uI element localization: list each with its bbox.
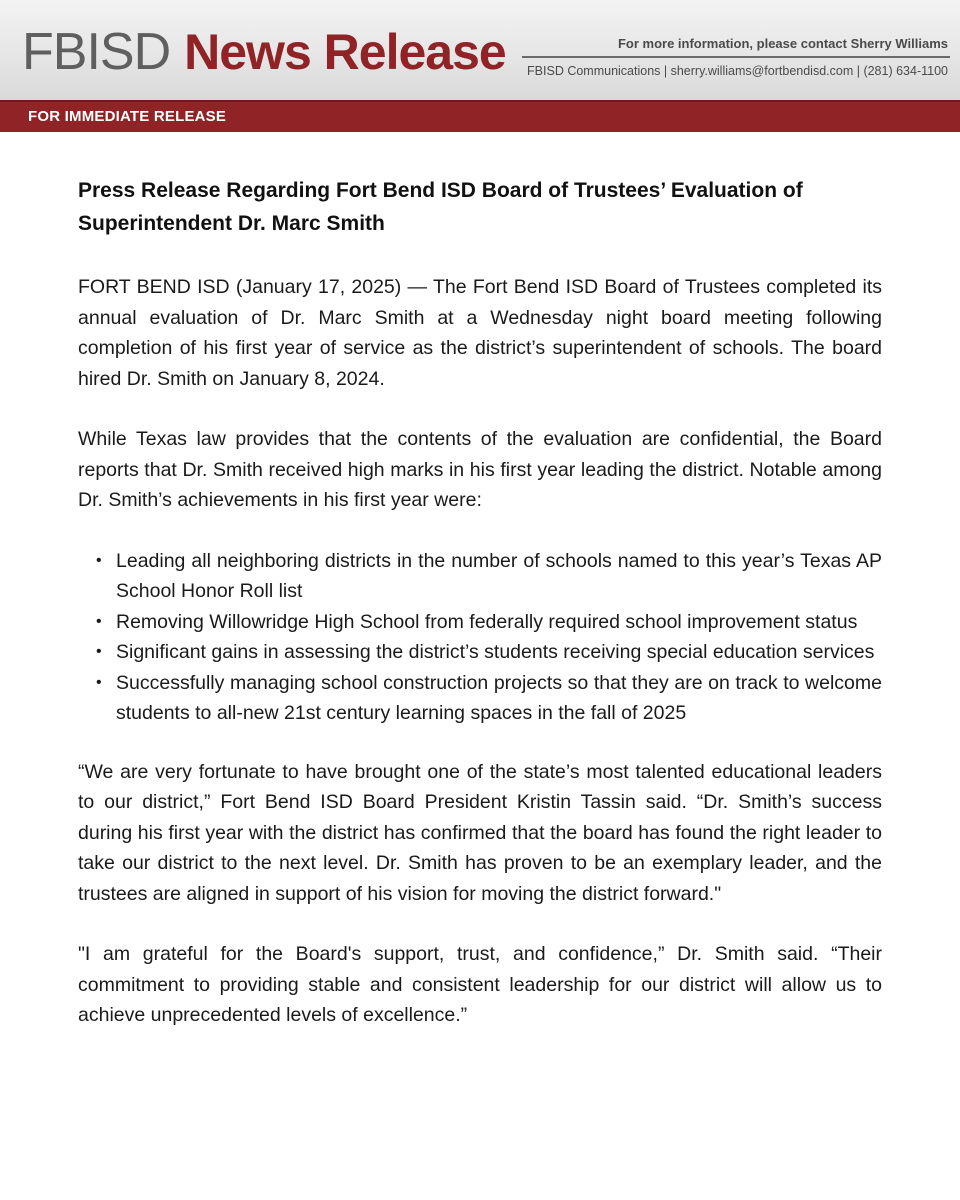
list-item xyxy=(78,637,882,668)
achievements-list xyxy=(78,546,882,729)
list-item-text: Removing Willowridge High School from federally required school improvement status xyxy=(116,610,858,633)
article-body xyxy=(78,174,882,1061)
bullet-icon: • xyxy=(96,551,102,569)
bullet-icon: • xyxy=(96,612,102,630)
contact-block xyxy=(522,36,950,78)
contact-details: FBISD Communications | sherry.williams@fortbendisd.com | (281) 634-1100 xyxy=(527,64,948,78)
list-item-text: Leading all neighboring districts in the number of schools named to this year’s Texas AP School Honor Roll list xyxy=(116,549,882,602)
contact-divider xyxy=(522,56,950,58)
bullet-icon: • xyxy=(96,673,102,691)
list-item xyxy=(78,546,882,607)
header-banner xyxy=(0,0,960,100)
bullet-icon: • xyxy=(96,643,102,660)
paragraph-intro: FORT BEND ISD (January 17, 2025) — The Fort Bend ISD Board of Trustees completed its annual evaluation of Dr. Marc Smith at a Wednesday night board meeting following completion of his first year of service as the district’s superintendent of schools. The board hired Dr. Smith on January 8, 2024. xyxy=(78,276,882,390)
release-bar xyxy=(0,100,960,132)
paragraph-evaluation: While Texas law provides that the contents of the evaluation are confidential, the Board reports that Dr. Smith received high marks in his first year leading the district. Notable among Dr. Smith’s achievements in his first year were: xyxy=(78,428,882,511)
list-item-text: Significant gains in assessing the district’s students receiving special education services xyxy=(116,641,875,663)
logo-fbisd-text: FBISD xyxy=(22,23,171,81)
paragraph-superintendent-quote: "I am grateful for the Board's support, trust, and confidence,” Dr. Smith said. “Their commitment to providing stable and consistent leadership for our district will allow us to achieve unprecedented levels of excellence.” xyxy=(78,943,882,1026)
list-item xyxy=(78,607,882,638)
contact-title: For more information, please contact Sherry Williams xyxy=(617,36,948,51)
list-item xyxy=(78,668,882,729)
fbisd-logo xyxy=(22,22,506,86)
release-label: FOR IMMEDIATE RELEASE xyxy=(28,108,227,125)
logo-news-release-text: News Release xyxy=(184,24,506,80)
list-item-text: Successfully managing school construction projects so that they are on track to welcome students to all-new 21st century learning spaces in the fall of 2025 xyxy=(116,671,882,724)
article-headline: Press Release Regarding Fort Bend ISD Board of Trustees’ Evaluation of Superintendent Dr. Marc Smith xyxy=(78,179,803,235)
paragraph-board-quote: “We are very fortunate to have brought one of the state’s most talented educational leaders to our district,” Fort Bend ISD Board President Kristin Tassin said. “Dr. Smith’s success during his first year with the district has confirmed that the board has found the right leader to take our district to the next level. Dr. Smith has proven to be an exemplary leader, and the trustees are aligned in support of his vision for moving the district forward." xyxy=(78,760,882,905)
